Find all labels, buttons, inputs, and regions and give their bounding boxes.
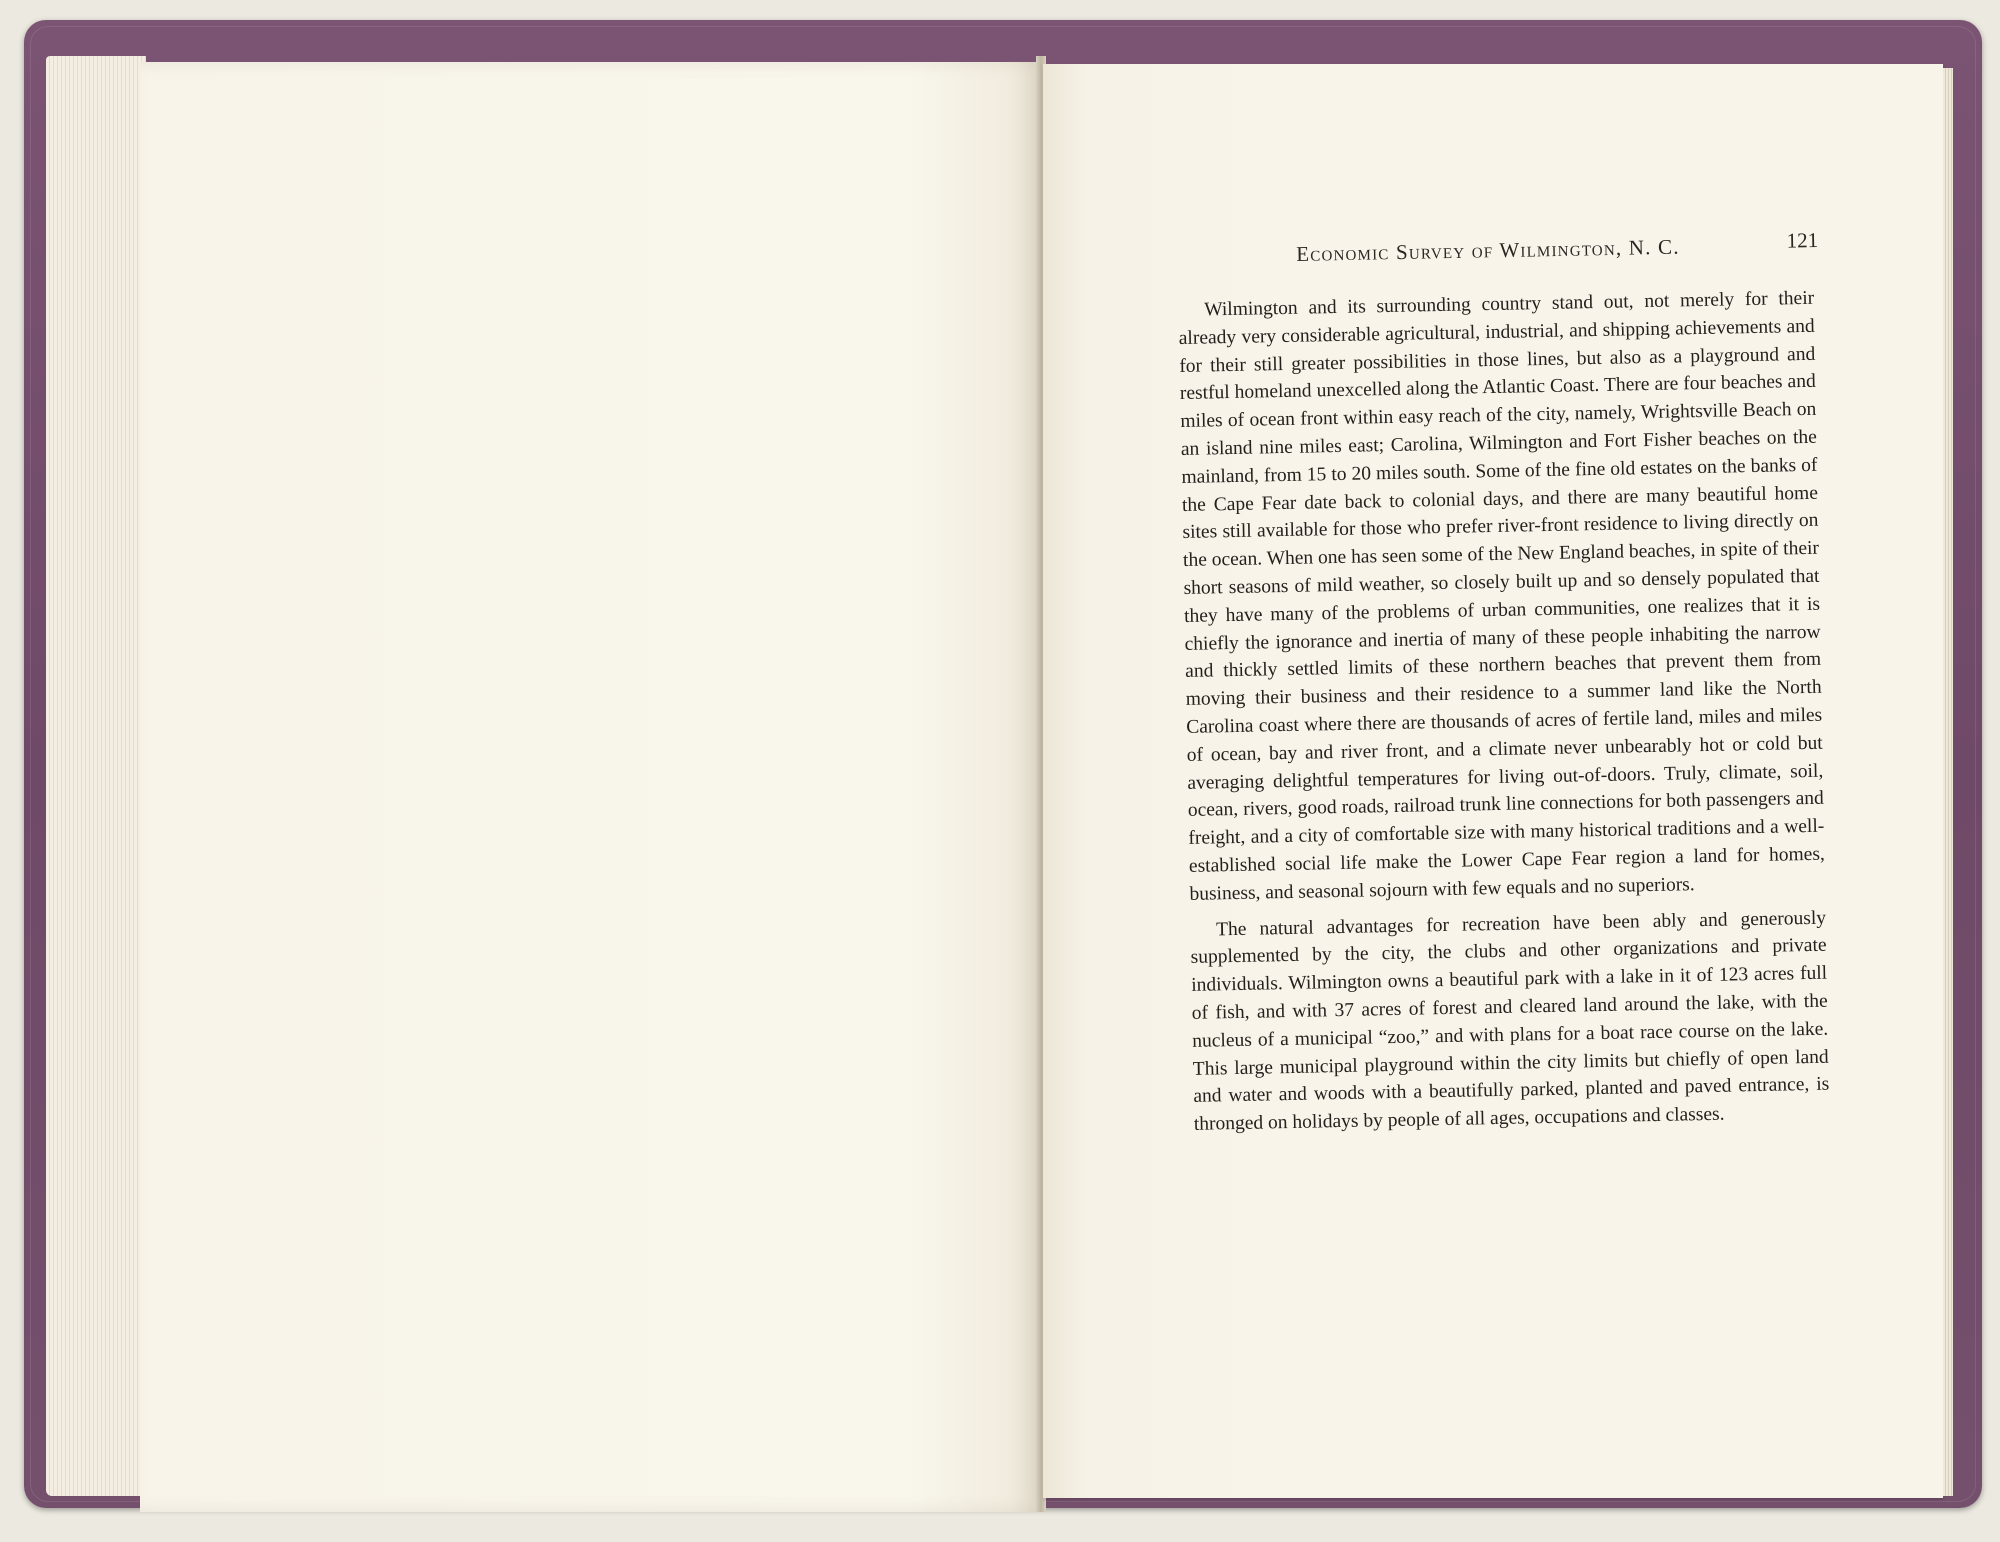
left-page-blank xyxy=(140,62,1044,1512)
paragraph-2: The natural advantages for recreation have been ably and generously supplemented by the city, the clubs and other organizations and private individuals. Wilmington owns a beautiful park with a lake in it of 123 acres full of fish, and with 37 acres of forest and cleared land around the lake, with the nucleus of a municipal “zoo,” and with plans for a boat race course on the lake. This large municipal playground within the city limits but chiefly of open land and water and woods with a beautifully parked, planted and paved entrance, is thronged on holidays by people of all ages, occupations and classes. xyxy=(1190,907,1830,1135)
page-edges xyxy=(46,56,146,1496)
paragraph-1: Wilmington and its surrounding country stand out, not merely for their already very considerable agricultural, industrial, and shipping achievements and for their still greater possibilities in those lines, but also as a playground and restful homeland unexcelled along the Atlantic Coast. There are four beaches and miles of ocean front within easy reach of the city, namely, Wrightsville Beach on an island nine miles east; Carolina, Wilmington and Fort Fisher beaches on the mainland, from 15 to 20 miles south. Some of the fine old estates on the banks of the Cape Fear date back to colonial days, and there are many beautiful home sites still available for those who prefer river-front residence to living directly on the ocean. When one has seen some of the New England beaches, in spite of their short seasons of mild weather, so closely built up and so densely populated that they have many of the problems of urban communities, one realizes that it is chiefly the ignorance and inertia of many of these people inhabiting the narrow and thickly settled limits of these northern beaches that prevent them from moving their business and their residence to a summer land like the North Carolina coast where there are thousands of acres of fertile land, miles and miles of ocean, bay and river front, and a climate never unbearably hot or cold but averaging delightful temperatures for living out-of-doors. Truly, climate, soil, ocean, rivers, good roads, railroad trunk line connections for both passengers and freight, and a city of comfortable size with many historical traditions and a well-established social life make the Lower Cape Fear region a land for homes, business, and seasonal sojourn with few equals and no superiors. xyxy=(1178,287,1826,905)
running-title: Economic Survey of Wilmington, N. C. xyxy=(1296,234,1680,266)
body-text xyxy=(1178,285,1830,1139)
page-number: 121 xyxy=(1786,227,1819,253)
